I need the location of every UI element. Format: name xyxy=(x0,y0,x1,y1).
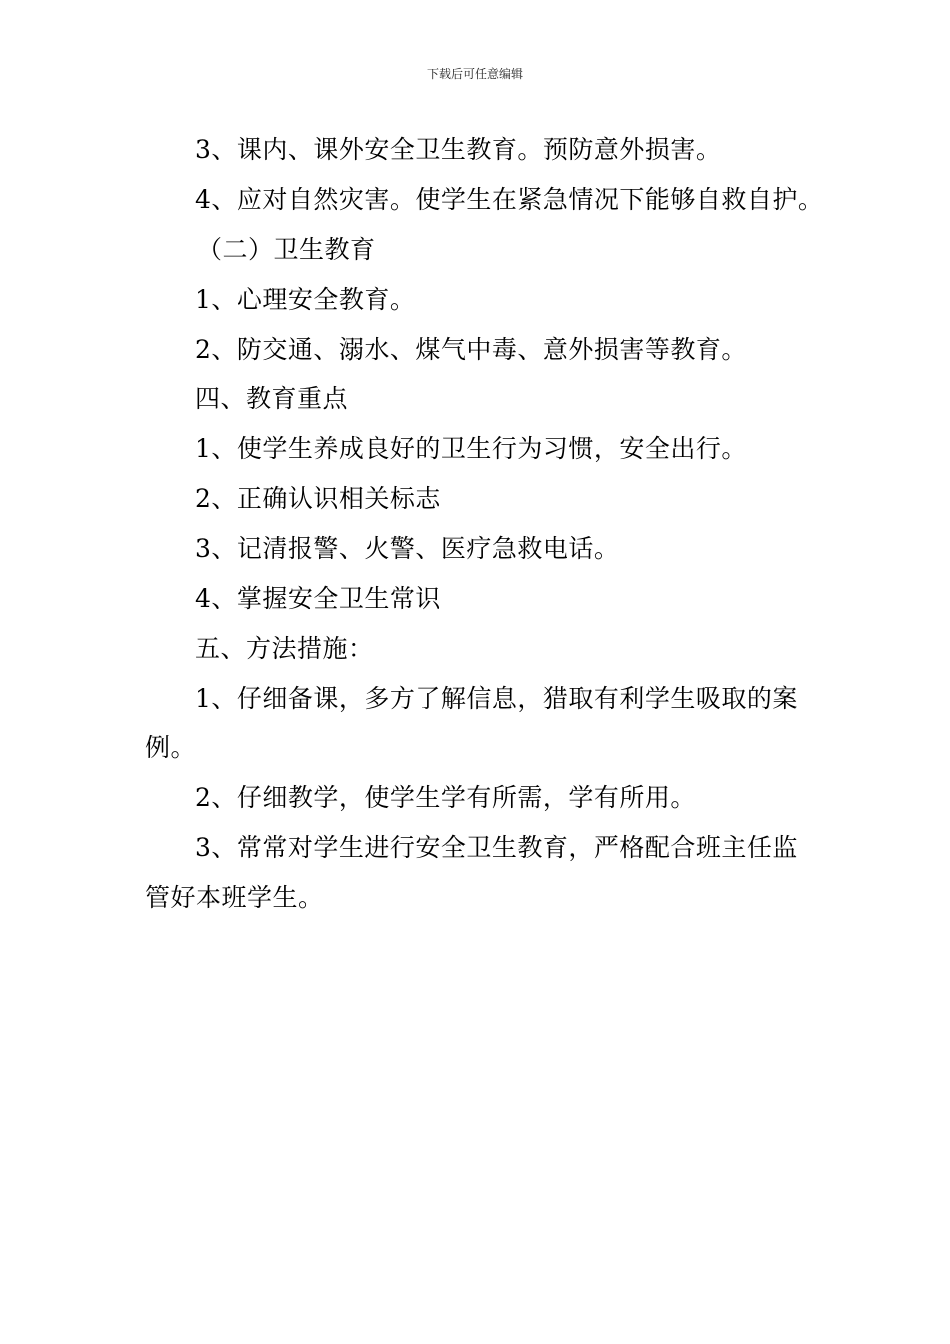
paragraph-line: 3、常常对学生进行安全卫生教育，严格配合班主任监 xyxy=(195,833,798,862)
paragraph-line: 3、课内、课外安全卫生教育。预防意外损害。 xyxy=(195,135,722,164)
section-subheading: （二）卫生教育 xyxy=(197,235,376,264)
paragraph-line-continuation: 例。 xyxy=(145,733,197,762)
paragraph-line-continuation: 管好本班学生。 xyxy=(145,883,324,912)
paragraph-line: 4、应对自然灾害。使学生在紧急情况下能够自救自护。 xyxy=(195,185,824,214)
paragraph-line: 1、仔细备课，多方了解信息，猎取有利学生吸取的案 xyxy=(195,684,798,713)
section-heading: 五、方法措施： xyxy=(195,634,374,663)
paragraph-line: 2、仔细教学，使学生学有所需，学有所用。 xyxy=(195,783,696,812)
paragraph-line: 1、心理安全教育。 xyxy=(195,285,416,314)
page-header-watermark: 下载后可任意编辑 xyxy=(426,67,523,81)
section-heading: 四、教育重点 xyxy=(195,384,349,413)
paragraph-line: 2、防交通、溺水、煤气中毒、意外损害等教育。 xyxy=(195,335,747,364)
paragraph-line: 3、记清报警、火警、医疗急救电话。 xyxy=(195,534,620,563)
paragraph-line: 1、使学生养成良好的卫生行为习惯，安全出行。 xyxy=(195,434,747,463)
paragraph-line: 2、正确认识相关标志 xyxy=(195,484,441,513)
paragraph-line: 4、掌握安全卫生常识 xyxy=(195,584,441,613)
